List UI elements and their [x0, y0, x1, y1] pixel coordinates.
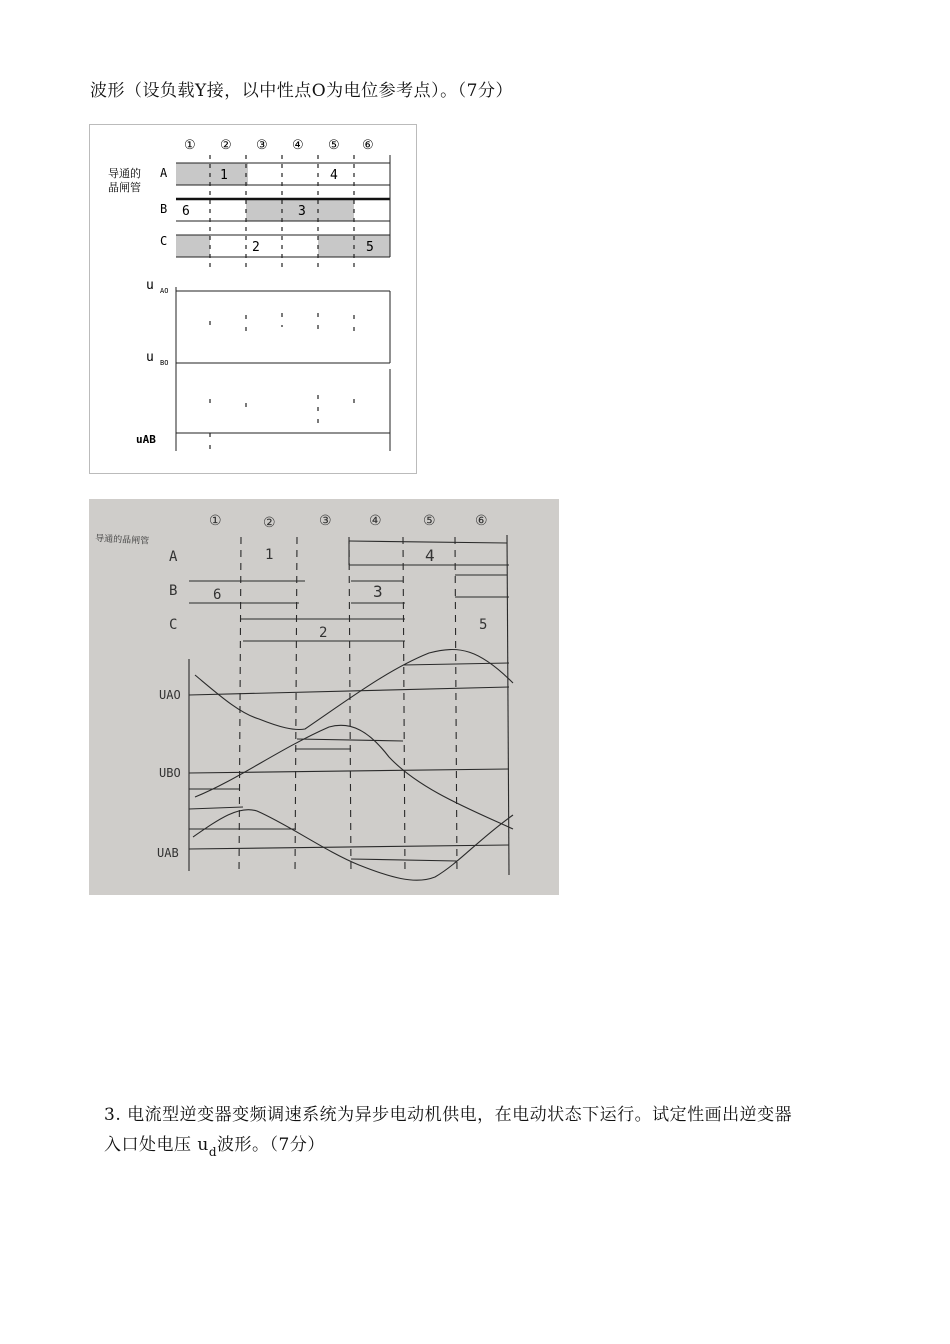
hand-circled-6: ⑥ — [475, 513, 488, 529]
phase-label-b: B — [160, 202, 168, 216]
hand-phase-c: C — [169, 617, 178, 633]
num-b6: 6 — [182, 204, 190, 219]
hand-phase-b: B — [169, 583, 178, 599]
hand-wave-label-uab: UAB — [157, 846, 179, 860]
num-b3: 3 — [298, 204, 306, 219]
hand-right-edge — [507, 535, 509, 875]
hand-num-a1: 1 — [265, 547, 274, 563]
hand-circled-2: ② — [263, 515, 276, 531]
hand-ubo-step-b — [189, 807, 243, 809]
question-3-line-2 — [104, 1130, 325, 1159]
hand-uab-wave — [193, 810, 513, 881]
hand-wave-label-uao: UAO — [159, 688, 181, 702]
figure-blank-diagram — [89, 124, 417, 474]
hand-uab-baseline — [189, 845, 509, 849]
question-3-line-1: 3. 电流型逆变器变频调速系统为异步电动机供电，在电动状态下运行。试定性画出逆变器 — [104, 1105, 793, 1125]
question-3-subscript: d — [208, 1145, 218, 1159]
figure-handwritten-answer — [89, 499, 559, 895]
circled-label-6: ⑥ — [362, 138, 374, 153]
hand-num-c2: 2 — [319, 625, 328, 641]
shade-a1 — [176, 163, 248, 185]
hand-note: 导通的晶闸管 — [94, 534, 150, 547]
hand-uab-step-b — [351, 859, 457, 861]
label-conducting-1: 导通的 — [108, 167, 141, 180]
wave-label-u-bo: u — [146, 350, 154, 365]
wave-label-ao-sub: AO — [160, 287, 169, 295]
hand-num-a4: 4 — [425, 546, 435, 565]
blank-diagram-svg — [90, 125, 416, 473]
label-conducting-2: 晶闸管 — [108, 181, 141, 194]
circled-label-1: ① — [184, 138, 196, 153]
question-3-line-2-pre: 入口处电压 u — [104, 1135, 209, 1155]
num-a1: 1 — [220, 168, 228, 183]
intro-text: 波形（设负载Y接，以中性点O为电位参考点）。（7分） — [90, 81, 513, 101]
wave-label-u-ao: u — [146, 278, 154, 293]
hand-phase-a: A — [169, 549, 178, 565]
hand-circled-5: ⑤ — [423, 513, 436, 529]
circled-label-3: ③ — [256, 138, 268, 153]
phase-label-a: A — [160, 166, 168, 180]
num-c2: 2 — [252, 240, 260, 255]
question-3-line-2-post: 波形。（7分） — [217, 1135, 325, 1155]
hand-ubo-wave — [195, 725, 513, 829]
hand-circled-3: ③ — [319, 513, 332, 529]
hand-num-b6: 6 — [213, 587, 222, 603]
hand-circled-1: ① — [209, 513, 222, 529]
phase-label-c: C — [160, 234, 168, 248]
wave-label-bo-sub: BO — [160, 359, 169, 367]
hand-circled-4: ④ — [369, 513, 382, 529]
hand-wave-label-ubo: UBO — [159, 766, 181, 780]
hand-uao-baseline — [189, 687, 509, 695]
hand-uao-step-low — [297, 739, 403, 741]
hand-uao-wave — [195, 649, 513, 729]
hand-dashed-verticals — [239, 537, 457, 875]
handwritten-svg — [89, 499, 559, 895]
circled-label-5: ⑤ — [328, 138, 340, 153]
hand-uao-step-high — [403, 663, 509, 665]
shade-c-left — [176, 235, 210, 257]
wave-dash-marks — [210, 313, 354, 451]
wave-label-uab: uAB — [136, 433, 156, 446]
hand-ubo-baseline — [189, 769, 509, 773]
num-c5: 5 — [366, 240, 374, 255]
circled-label-2: ② — [220, 138, 232, 153]
hand-num-c5: 5 — [479, 617, 488, 633]
hand-a4-top — [349, 541, 507, 543]
num-a4: 4 — [330, 168, 338, 183]
circled-label-4: ④ — [292, 138, 304, 153]
wave-axes — [176, 287, 390, 451]
hand-num-b3: 3 — [373, 582, 383, 601]
